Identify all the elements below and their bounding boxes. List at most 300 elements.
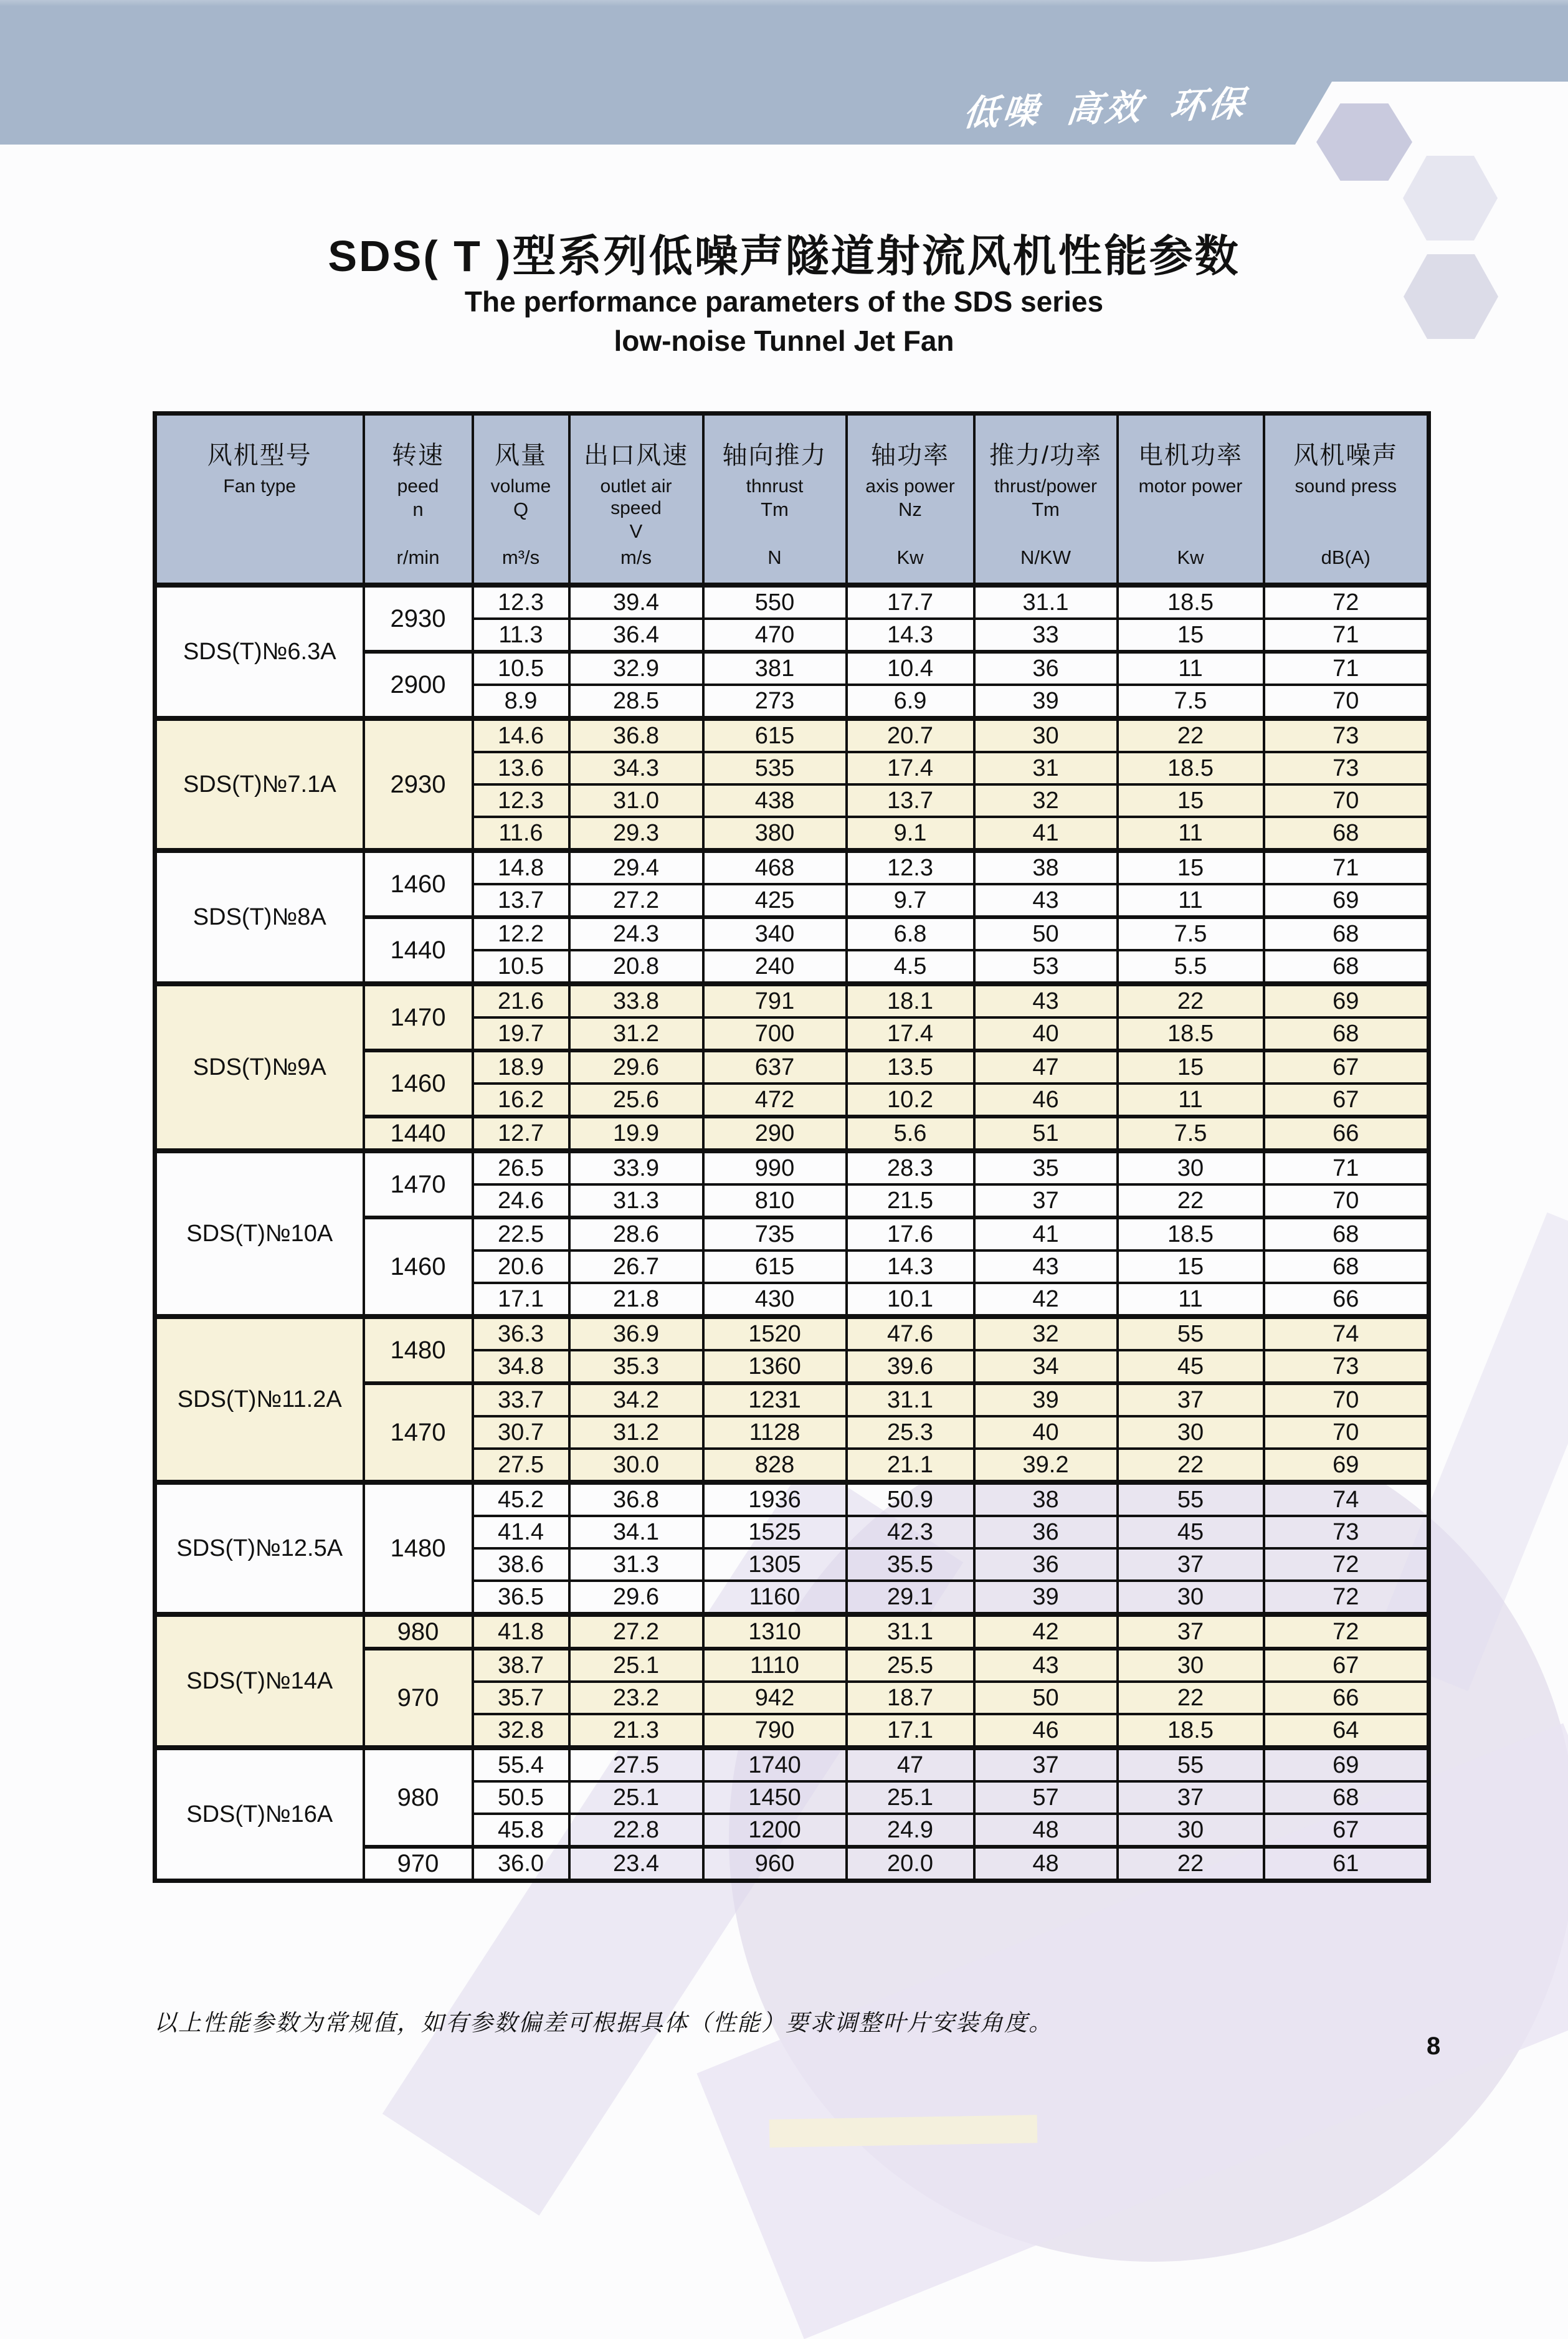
data-cell: 31.3	[569, 1548, 703, 1581]
data-cell: 11.3	[473, 619, 569, 652]
data-cell: 9.7	[847, 884, 974, 917]
page-title-zh: SDS( T )型系列低噪声隧道射流风机性能参数	[328, 232, 1240, 280]
data-cell: 18.5	[1118, 1714, 1264, 1748]
data-cell: 47.6	[847, 1317, 974, 1350]
page-title-en-line1: The performance parameters of the SDS series	[464, 285, 1104, 318]
column-unit: Kw	[1177, 546, 1204, 568]
speed-cell: 1440	[364, 917, 473, 984]
data-cell: 18.7	[847, 1682, 974, 1714]
data-cell: 38	[974, 850, 1118, 884]
data-cell: 380	[703, 817, 847, 850]
data-cell: 70	[1264, 784, 1429, 817]
data-cell: 960	[703, 1847, 847, 1881]
data-cell: 47	[974, 1050, 1118, 1084]
data-cell: 66	[1264, 1682, 1429, 1714]
speed-cell: 1480	[364, 1317, 473, 1383]
data-cell: 6.8	[847, 917, 974, 950]
title-block	[0, 232, 1568, 359]
data-cell: 22	[1118, 1847, 1264, 1881]
data-cell: 36	[974, 1516, 1118, 1548]
data-cell: 31.1	[974, 585, 1118, 619]
data-cell: 637	[703, 1050, 847, 1084]
data-cell: 27.5	[569, 1748, 703, 1781]
data-cell: 20.7	[847, 718, 974, 752]
data-cell: 25.1	[847, 1781, 974, 1814]
data-cell: 470	[703, 619, 847, 652]
data-cell: 25.1	[569, 1649, 703, 1682]
table-row	[155, 585, 1429, 619]
column-header-thrust-power	[974, 414, 1118, 586]
table-body	[155, 585, 1429, 1881]
column-header-speed	[364, 414, 473, 586]
data-cell: 31.0	[569, 784, 703, 817]
data-cell: 29.4	[569, 850, 703, 884]
data-cell: 35.7	[473, 1682, 569, 1714]
data-cell: 72	[1264, 585, 1429, 619]
fan-model-cell: SDS(T)№7.1A	[155, 718, 364, 850]
data-cell: 17.6	[847, 1217, 974, 1250]
data-cell: 69	[1264, 1748, 1429, 1781]
data-cell: 27.2	[569, 884, 703, 917]
hexagon-decoration	[1316, 103, 1412, 181]
data-cell: 468	[703, 850, 847, 884]
data-cell: 32	[974, 784, 1118, 817]
data-cell: 51	[974, 1117, 1118, 1151]
data-cell: 1200	[703, 1814, 847, 1847]
column-symbol: Tm	[761, 498, 789, 520]
data-cell: 17.4	[847, 1017, 974, 1050]
fan-model-cell: SDS(T)№9A	[155, 984, 364, 1151]
data-cell: 12.3	[473, 784, 569, 817]
data-cell: 55	[1118, 1317, 1264, 1350]
data-cell: 55	[1118, 1482, 1264, 1516]
data-cell: 20.6	[473, 1250, 569, 1283]
data-cell: 36.8	[569, 1482, 703, 1516]
fan-model-cell: SDS(T)№8A	[155, 850, 364, 984]
data-cell: 15	[1118, 784, 1264, 817]
data-cell: 41	[974, 1217, 1118, 1250]
column-unit: r/min	[396, 546, 440, 568]
data-cell: 41.8	[473, 1614, 569, 1649]
data-cell: 40	[974, 1416, 1118, 1449]
column-unit: N/KW	[1020, 546, 1071, 568]
data-cell: 615	[703, 1250, 847, 1283]
data-cell: 10.1	[847, 1283, 974, 1317]
data-cell: 1128	[703, 1416, 847, 1449]
data-cell: 55.4	[473, 1748, 569, 1781]
data-cell: 71	[1264, 652, 1429, 685]
data-cell: 34.8	[473, 1350, 569, 1383]
fan-model-cell: SDS(T)№12.5A	[155, 1482, 364, 1614]
data-cell: 31.1	[847, 1383, 974, 1416]
data-cell: 16.2	[473, 1084, 569, 1117]
column-header-motor-power	[1118, 414, 1264, 586]
data-cell: 12.3	[473, 585, 569, 619]
data-cell: 11	[1118, 884, 1264, 917]
column-unit: Kw	[896, 546, 924, 568]
page-number: 8	[1427, 2032, 1441, 2060]
data-cell: 30.0	[569, 1449, 703, 1482]
data-cell: 10.2	[847, 1084, 974, 1117]
data-cell: 46	[974, 1714, 1118, 1748]
data-cell: 12.3	[847, 850, 974, 884]
data-cell: 45.2	[473, 1482, 569, 1516]
data-cell: 36	[974, 1548, 1118, 1581]
data-cell: 53	[974, 950, 1118, 984]
table-row	[155, 850, 1429, 884]
data-cell: 45	[1118, 1350, 1264, 1383]
data-cell: 73	[1264, 1516, 1429, 1548]
data-cell: 31.3	[569, 1184, 703, 1217]
data-cell: 22.5	[473, 1217, 569, 1250]
data-cell: 39	[974, 1383, 1118, 1416]
data-cell: 70	[1264, 1383, 1429, 1416]
data-cell: 67	[1264, 1084, 1429, 1117]
data-cell: 18.5	[1118, 1017, 1264, 1050]
data-cell: 42	[974, 1283, 1118, 1317]
data-cell: 25.5	[847, 1649, 974, 1682]
data-cell: 19.7	[473, 1017, 569, 1050]
data-cell: 68	[1264, 1250, 1429, 1283]
column-label-zh: 出口风速	[584, 442, 688, 469]
data-cell: 615	[703, 718, 847, 752]
data-cell: 69	[1264, 1449, 1429, 1482]
speed-cell: 2900	[364, 652, 473, 718]
data-cell: 36.4	[569, 619, 703, 652]
data-cell: 22	[1118, 1184, 1264, 1217]
data-cell: 9.1	[847, 817, 974, 850]
data-cell: 28.6	[569, 1217, 703, 1250]
data-cell: 15	[1118, 850, 1264, 884]
data-cell: 42.3	[847, 1516, 974, 1548]
speed-cell: 970	[364, 1649, 473, 1748]
table-row	[155, 984, 1429, 1017]
data-cell: 942	[703, 1682, 847, 1714]
data-cell: 67	[1264, 1814, 1429, 1847]
data-cell: 17.1	[473, 1283, 569, 1317]
column-unit: m/s	[620, 546, 652, 568]
data-cell: 30	[1118, 1581, 1264, 1614]
data-cell: 790	[703, 1714, 847, 1748]
data-cell: 24.9	[847, 1814, 974, 1847]
data-cell: 36.0	[473, 1847, 569, 1881]
data-cell: 68	[1264, 817, 1429, 850]
data-cell: 39	[974, 1581, 1118, 1614]
data-cell: 72	[1264, 1581, 1429, 1614]
data-cell: 18.1	[847, 984, 974, 1017]
page-title-en-line2: low-noise Tunnel Jet Fan	[614, 325, 954, 357]
data-cell: 381	[703, 652, 847, 685]
data-cell: 36.9	[569, 1317, 703, 1350]
data-cell: 340	[703, 917, 847, 950]
column-symbol: Q	[513, 498, 529, 520]
column-label-en: peed	[397, 476, 439, 497]
speed-cell: 980	[364, 1748, 473, 1847]
fan-model-cell: SDS(T)№16A	[155, 1748, 364, 1881]
data-cell: 31	[974, 752, 1118, 784]
data-cell: 1360	[703, 1350, 847, 1383]
data-cell: 21.8	[569, 1283, 703, 1317]
data-cell: 36	[974, 652, 1118, 685]
data-cell: 71	[1264, 1151, 1429, 1184]
speed-cell: 970	[364, 1847, 473, 1881]
data-cell: 1740	[703, 1748, 847, 1781]
column-header-thrust	[703, 414, 847, 586]
data-cell: 70	[1264, 1416, 1429, 1449]
data-cell: 38.6	[473, 1548, 569, 1581]
data-cell: 22.8	[569, 1814, 703, 1847]
table-row	[155, 1748, 1429, 1781]
speed-cell: 1460	[364, 850, 473, 917]
column-label-en: Fan type	[223, 476, 297, 497]
data-cell: 472	[703, 1084, 847, 1117]
data-cell: 27.5	[473, 1449, 569, 1482]
table-row	[155, 718, 1429, 752]
data-cell: 21.3	[569, 1714, 703, 1748]
data-cell: 39.6	[847, 1350, 974, 1383]
column-unit: m³/s	[501, 546, 540, 568]
data-cell: 29.1	[847, 1581, 974, 1614]
data-cell: 41	[974, 817, 1118, 850]
column-label-en: thnrust	[746, 476, 804, 497]
data-cell: 33	[974, 619, 1118, 652]
data-cell: 64	[1264, 1714, 1429, 1748]
data-cell: 67	[1264, 1649, 1429, 1682]
data-cell: 15	[1118, 1050, 1264, 1084]
data-cell: 1450	[703, 1781, 847, 1814]
data-cell: 40	[974, 1017, 1118, 1050]
data-cell: 50	[974, 1682, 1118, 1714]
data-cell: 37	[974, 1184, 1118, 1217]
data-cell: 11	[1118, 1283, 1264, 1317]
data-cell: 1110	[703, 1649, 847, 1682]
data-cell: 22	[1118, 1682, 1264, 1714]
data-cell: 24.6	[473, 1184, 569, 1217]
data-cell: 550	[703, 585, 847, 619]
fan-model-cell: SDS(T)№11.2A	[155, 1317, 364, 1482]
data-cell: 6.9	[847, 685, 974, 718]
data-cell: 34.2	[569, 1383, 703, 1416]
data-cell: 30	[1118, 1814, 1264, 1847]
data-cell: 31.2	[569, 1416, 703, 1449]
data-cell: 15	[1118, 619, 1264, 652]
data-cell: 10.5	[473, 950, 569, 984]
data-cell: 39.4	[569, 585, 703, 619]
data-cell: 11.6	[473, 817, 569, 850]
data-cell: 73	[1264, 718, 1429, 752]
data-cell: 273	[703, 685, 847, 718]
column-unit: N	[767, 546, 782, 568]
data-cell: 68	[1264, 1017, 1429, 1050]
data-cell: 21.6	[473, 984, 569, 1017]
data-cell: 70	[1264, 1184, 1429, 1217]
data-cell: 37	[1118, 1548, 1264, 1581]
data-cell: 735	[703, 1217, 847, 1250]
data-cell: 46	[974, 1084, 1118, 1117]
column-label-zh: 推力/功率	[989, 442, 1103, 469]
data-cell: 57	[974, 1781, 1118, 1814]
data-cell: 25.3	[847, 1416, 974, 1449]
data-cell: 61	[1264, 1847, 1429, 1881]
data-cell: 22	[1118, 1449, 1264, 1482]
data-cell: 50.5	[473, 1781, 569, 1814]
data-cell: 828	[703, 1449, 847, 1482]
header-row	[155, 414, 1429, 586]
speed-cell: 2930	[364, 585, 473, 652]
data-cell: 34	[974, 1350, 1118, 1383]
data-cell: 7.5	[1118, 917, 1264, 950]
data-cell: 69	[1264, 884, 1429, 917]
data-cell: 28.5	[569, 685, 703, 718]
data-cell: 68	[1264, 917, 1429, 950]
data-cell: 28.3	[847, 1151, 974, 1184]
data-cell: 67	[1264, 1050, 1429, 1084]
data-cell: 42	[974, 1614, 1118, 1649]
data-cell: 35.3	[569, 1350, 703, 1383]
data-cell: 810	[703, 1184, 847, 1217]
data-cell: 20.8	[569, 950, 703, 984]
data-cell: 438	[703, 784, 847, 817]
data-cell: 73	[1264, 752, 1429, 784]
data-cell: 37	[1118, 1614, 1264, 1649]
data-cell: 36.5	[473, 1581, 569, 1614]
data-cell: 990	[703, 1151, 847, 1184]
data-cell: 535	[703, 752, 847, 784]
footnote: 以上性能参数为常规值，如有参数偏差可根据具体（性能）要求调整叶片安装角度。	[154, 2009, 1053, 2036]
data-cell: 1310	[703, 1614, 847, 1649]
data-cell: 31.2	[569, 1017, 703, 1050]
data-cell: 14.6	[473, 718, 569, 752]
data-cell: 30	[1118, 1416, 1264, 1449]
fan-model-cell: SDS(T)№6.3A	[155, 585, 364, 718]
data-cell: 23.2	[569, 1682, 703, 1714]
data-cell: 21.1	[847, 1449, 974, 1482]
data-cell: 15	[1118, 1250, 1264, 1283]
column-symbol: Nz	[898, 498, 922, 520]
data-cell: 10.5	[473, 652, 569, 685]
data-cell: 7.5	[1118, 685, 1264, 718]
speed-cell: 1470	[364, 984, 473, 1050]
data-cell: 36.3	[473, 1317, 569, 1350]
column-label-zh: 轴功率	[871, 442, 949, 469]
column-symbol: Tm	[1032, 498, 1060, 520]
data-cell: 290	[703, 1117, 847, 1151]
table-row	[155, 1482, 1429, 1516]
data-cell: 13.6	[473, 752, 569, 784]
data-cell: 24.3	[569, 917, 703, 950]
data-cell: 32.8	[473, 1714, 569, 1748]
data-cell: 26.7	[569, 1250, 703, 1283]
data-cell: 13.5	[847, 1050, 974, 1084]
data-cell: 17.7	[847, 585, 974, 619]
data-cell: 48	[974, 1847, 1118, 1881]
column-label-zh: 轴向推力	[722, 442, 827, 469]
data-cell: 72	[1264, 1614, 1429, 1649]
data-cell: 72	[1264, 1548, 1429, 1581]
data-cell: 25.1	[569, 1781, 703, 1814]
data-cell: 73	[1264, 1350, 1429, 1383]
data-cell: 11	[1118, 1084, 1264, 1117]
data-cell: 1525	[703, 1516, 847, 1548]
data-cell: 35.5	[847, 1548, 974, 1581]
data-cell: 18.9	[473, 1050, 569, 1084]
data-cell: 12.2	[473, 917, 569, 950]
data-cell: 33.7	[473, 1383, 569, 1416]
data-cell: 30	[1118, 1649, 1264, 1682]
data-cell: 33.9	[569, 1151, 703, 1184]
column-label-en: outlet air speed	[600, 476, 672, 518]
data-cell: 430	[703, 1283, 847, 1317]
column-label-zh: 风机型号	[207, 442, 312, 469]
data-cell: 30.7	[473, 1416, 569, 1449]
column-symbol: n	[412, 498, 424, 520]
column-label-en: axis power	[865, 476, 955, 497]
data-cell: 66	[1264, 1283, 1429, 1317]
data-cell: 18.5	[1118, 1217, 1264, 1250]
data-cell: 10.4	[847, 652, 974, 685]
data-cell: 26.5	[473, 1151, 569, 1184]
data-cell: 68	[1264, 1217, 1429, 1250]
data-cell: 43	[974, 984, 1118, 1017]
column-label-en: motor power	[1138, 476, 1243, 497]
data-cell: 33.8	[569, 984, 703, 1017]
data-cell: 43	[974, 884, 1118, 917]
data-cell: 17.1	[847, 1714, 974, 1748]
data-cell: 50.9	[847, 1482, 974, 1516]
data-cell: 19.9	[569, 1117, 703, 1151]
data-cell: 41.4	[473, 1516, 569, 1548]
data-cell: 17.4	[847, 752, 974, 784]
data-cell: 29.3	[569, 817, 703, 850]
data-cell: 240	[703, 950, 847, 984]
data-cell: 7.5	[1118, 1117, 1264, 1151]
speed-cell: 1460	[364, 1217, 473, 1317]
table-header	[155, 414, 1429, 586]
data-cell: 68	[1264, 1781, 1429, 1814]
column-label-en: thrust/power	[994, 476, 1098, 497]
data-cell: 45	[1118, 1516, 1264, 1548]
table-row	[155, 1317, 1429, 1350]
data-cell: 29.6	[569, 1581, 703, 1614]
data-cell: 18.5	[1118, 752, 1264, 784]
data-cell: 37	[1118, 1781, 1264, 1814]
speed-cell: 1480	[364, 1482, 473, 1614]
data-cell: 22	[1118, 718, 1264, 752]
column-header-outlet-speed	[569, 414, 703, 586]
data-cell: 69	[1264, 984, 1429, 1017]
column-symbol: V	[629, 520, 643, 542]
hexagon-decoration	[1403, 156, 1498, 241]
fan-model-cell: SDS(T)№14A	[155, 1614, 364, 1748]
data-cell: 32	[974, 1317, 1118, 1350]
table-row	[155, 1151, 1429, 1184]
data-cell: 25.6	[569, 1084, 703, 1117]
data-cell: 13.7	[473, 884, 569, 917]
data-cell: 1160	[703, 1581, 847, 1614]
data-cell: 36.8	[569, 718, 703, 752]
column-label-zh: 风量	[495, 442, 547, 469]
data-cell: 11	[1118, 652, 1264, 685]
data-cell: 34.3	[569, 752, 703, 784]
data-cell: 1936	[703, 1482, 847, 1516]
data-cell: 35	[974, 1151, 1118, 1184]
data-cell: 32.9	[569, 652, 703, 685]
column-label-zh: 转速	[392, 442, 444, 469]
watermark-strip	[769, 2115, 1038, 2147]
speed-cell: 1470	[364, 1151, 473, 1217]
table-row	[155, 1614, 1429, 1649]
data-cell: 1231	[703, 1383, 847, 1416]
